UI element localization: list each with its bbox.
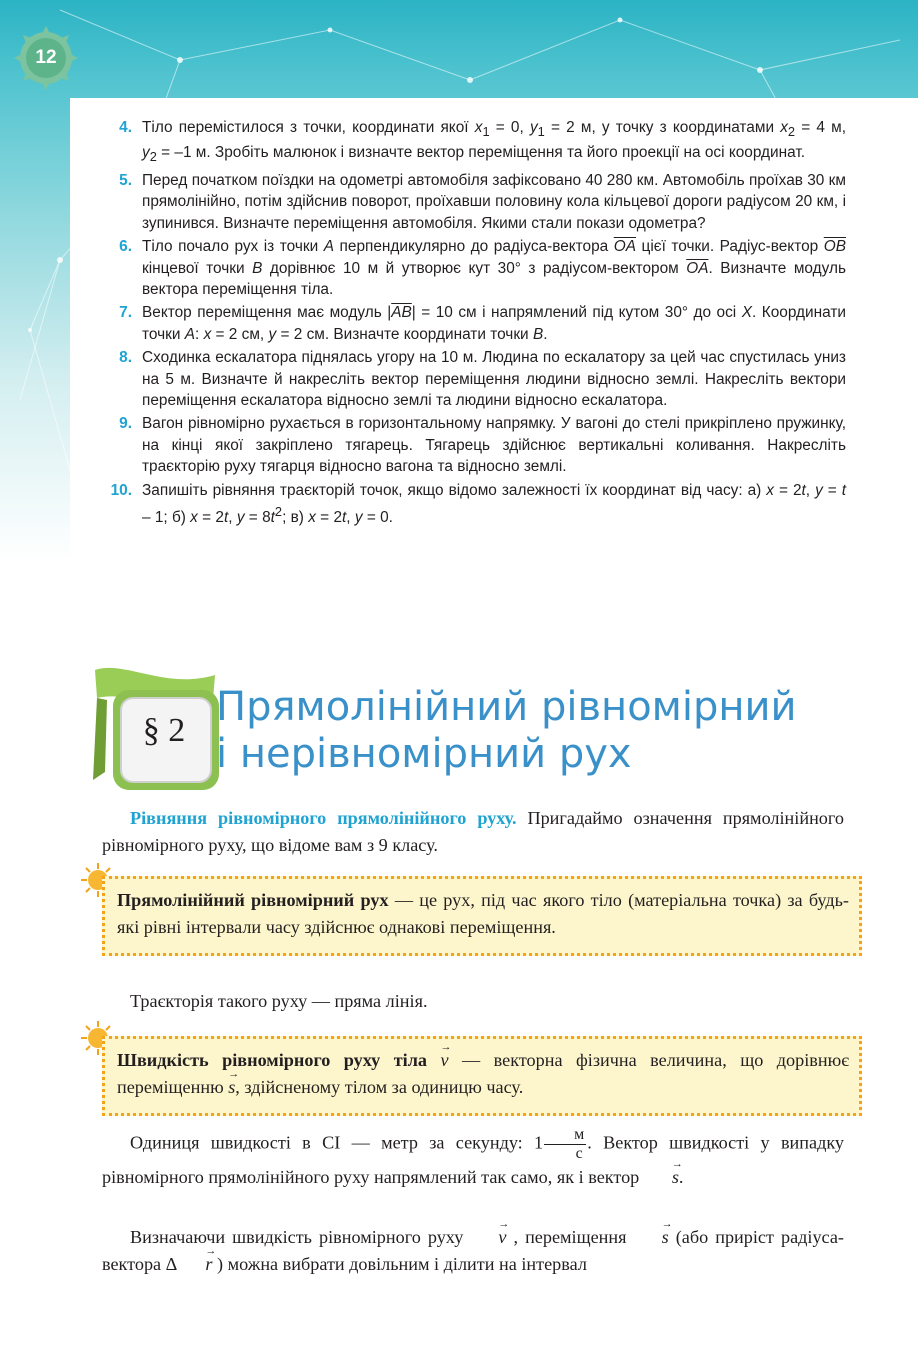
problem-item xyxy=(100,170,846,234)
section-title-line-2: і нерівномірний рух xyxy=(216,731,632,777)
problem-number: 6. xyxy=(119,238,132,256)
definition-term: Прямолінійний рівномірний рух xyxy=(117,890,389,910)
page-number: 12 xyxy=(35,47,57,68)
problem-item xyxy=(100,413,846,477)
problem-text: Перед початком поїздки на одометрі автомобіля зафіксовано 40 280 км. Автомобіль проїхав 30 км прямолінійно, потім здійснив поворот, проїхавши половину кола кільцевої дороги радіусом 20 км, і зупинився. Визначте переміщення автомобіля. Якими стали покази одометра? xyxy=(142,171,846,232)
intro-rest: Пригадаймо означення прямолінійного рівномірного руху, що відоме вам з 9 класу. xyxy=(102,808,844,855)
intro-paragraph xyxy=(102,805,844,859)
definition-box-velocity: Швидкість рівномірного руху тіла → v — векторна фізична величина, що дорівнює переміщенню → s, здійсненому тілом за одиницю часу. xyxy=(102,1036,862,1116)
problem-item xyxy=(100,236,846,300)
problem-text: Сходинка ескалатора піднялась угору на 10 м. Людина по ескалатору за цей час спустилась униз на 5 м. Визначте й накресліть вектор переміщення людини відносно землі. Накресліть вектори переміщення ескалатора відносно землі та людини відносно ескалатора. xyxy=(142,349,846,410)
problem-text: Тіло перемістилося з точки, координати якої $x_1 = 0$, $y_1 = 2$ м, у точку з координатами $x_2 = 4$ м, $y_2 = -1$ м. Зробіть малюнок і визначте вектор переміщення та його проекції на осі координат. xyxy=(142,119,846,165)
problem-item xyxy=(100,347,846,411)
trajectory-paragraph: Траєкторія такого руху — пряма лінія. xyxy=(130,991,428,1011)
problem-number: 8. xyxy=(119,349,132,367)
problem-item xyxy=(100,117,846,168)
intro-term: Рівняння рівномірного прямолінійного руху. xyxy=(130,808,517,828)
problem-number: 7. xyxy=(119,304,132,322)
definition-text: — це рух, під час якого тіло (матеріальна точка) за будь-які рівні інтервали часу здійснює однакові переміщення. xyxy=(117,890,849,937)
problem-number: 5. xyxy=(119,171,132,189)
unit-paragraph: Одиниця швидкості в СІ — метр за секунду: 1 $\frac{м}{с}$ . Вектор швидкості у випадку рівномірного прямолінійного руху напрямлений так само, як і вектор → s. xyxy=(102,1126,844,1192)
section-number: § 2 xyxy=(142,712,186,749)
problem-text: Вагон рівномірно рухається в горизонтальному напрямку. У вагоні до стелі прикріплено пружинку, на кінці якої закріплено тягарець. Тягарець здійснює вертикальні коливання. Накресліть траєкторію руху тягарця відносно вагона та відносно землі. xyxy=(142,415,846,476)
section-title xyxy=(216,684,836,778)
problem-text: Запишіть рівняння траєкторій точок, якщо відомо залежності їх координат від часу: а) x = 2t, y = t – 1; б) x = 2t, $y = 8t^2$; в) x = 2t, y = 0. xyxy=(142,481,846,527)
velocity-paragraph: Визначаючи швидкість рівномірного руху → v , переміщення → s (або приріст радіуса-вектора Δ → r ) можна вибрати довільним і ділити на інтервал xyxy=(102,1224,844,1278)
problem-list xyxy=(100,117,846,531)
problem-number: 4. xyxy=(119,119,132,136)
problem-text: Тіло почало рух із точки A перпендикулярно до радіуса-вектора $\overline{OA}$ цієї точки. Радіус-вектор $\overline{OB}$ кінцевої точки B дорівнює 10 м й утворює кут 30° з радіусом-вектором $\overline{OA}$. Визначте модуль вектора переміщення тіла. xyxy=(142,238,846,298)
problem-number: 10. xyxy=(110,481,132,499)
problem-item xyxy=(100,480,846,529)
problem-item xyxy=(100,302,846,345)
problem-number: 9. xyxy=(119,415,132,433)
problem-text: Вектор переміщення має модуль $|\overline{AB}| = 10$ см і напрямлений під кутом 30° до осі X. Координати точки A: x = 2 см, y = 2 см. Визначте координати точки B. xyxy=(142,304,846,343)
definition-box-uniform-motion xyxy=(102,876,862,956)
section-title-line-1: Прямолінійний рівномірний xyxy=(216,684,797,730)
